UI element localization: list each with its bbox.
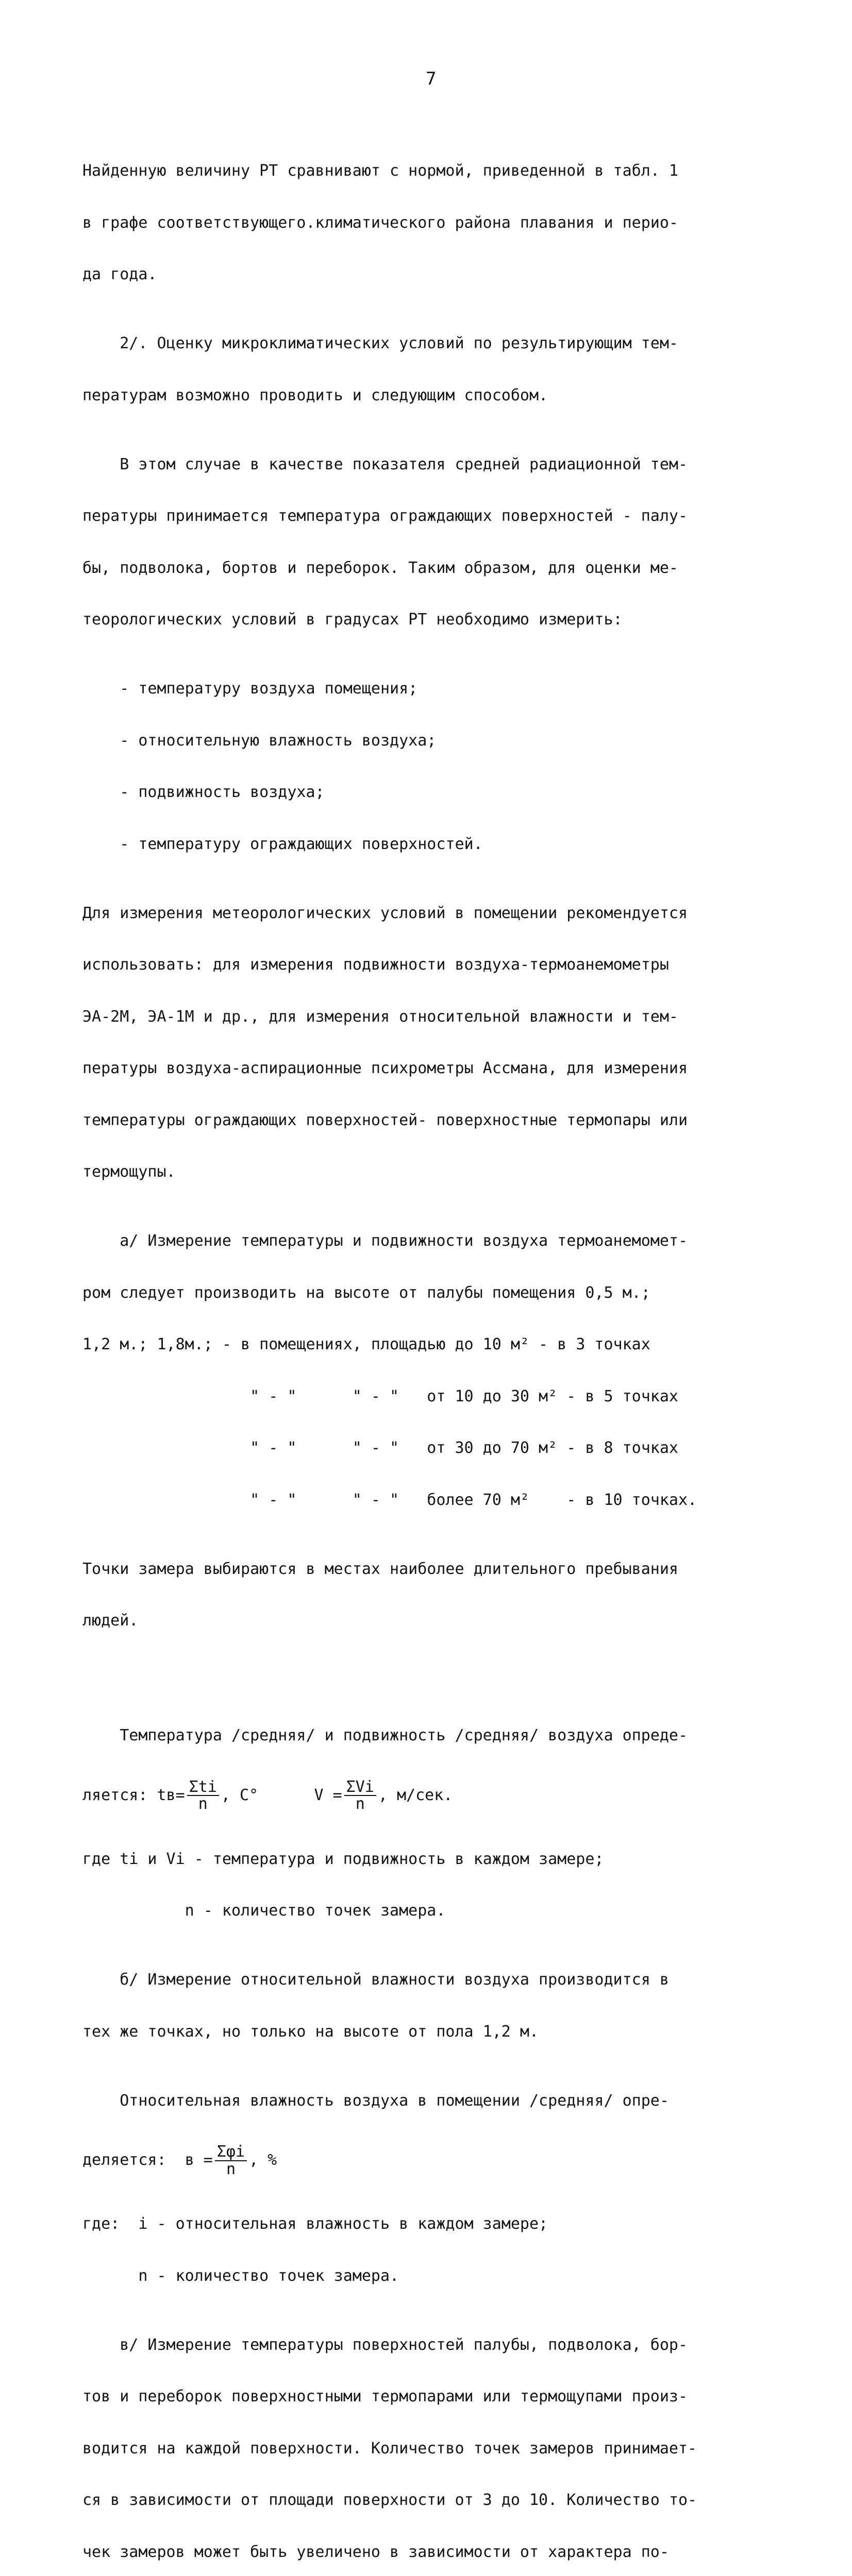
formula-tb-fraction: $\frac{\text{Σti}}{n}$ [187,1779,219,1812]
text-line: n - количество точек замера. [82,2266,399,2285]
text-line: а/ Измерение температуры и подвижности воздуха термоанемомет- [82,1232,688,1250]
document-body [82,128,804,2576]
text-line: в/ Измерение температуры поверхностей палубы, подволока, бор- [82,2335,688,2354]
text-line: В этом случае в качестве показателя средней радиационной тем- [82,455,688,473]
text-line: тех же точках, но только на высоте от пола 1,2 м. [82,2022,539,2041]
text-line: Для измерения метеорологических условий в помещении рекомендуется [82,904,688,922]
formula-v-fraction: $\frac{\text{ΣVi}}{n}$ [344,1779,376,1812]
text-line: да года. [82,265,157,283]
text-line: 1,2 м.; 1,8м.; - в помещениях, площадью до 10 м² - в 3 точках [82,1335,650,1353]
text-line: n - количество точек замера. [82,1902,446,1920]
text-line: " - " " - " более 70 м² - в 10 точках. [82,1490,697,1509]
text-line: " - " " - " от 10 до 30 м² - в 5 точках [82,1387,678,1405]
text-line: температуры ограждающих поверхностей- поверхностные термопары или [82,1111,688,1129]
list-item: - температуру ограждающих поверхностей. [82,835,483,853]
text-line: где: i - относительная влажность в каждом замере; [82,2215,548,2233]
text-line: б/ Измерение относительной влажности воздуха производится в [82,1971,669,1989]
text-line: использовать: для измерения подвижности воздуха-термоанемометры [82,956,669,974]
formula-tb-v: ляется: tв= $\frac{\text{Σti}}{n}$ , C° V = $\frac{\text{ΣVi}}{n}$ , м/сек. [82,1777,453,1813]
text-line: в графе соответствующего.климатического района плавания и перио- [82,213,678,232]
text-line: " - " " - " от 30 до 70 м² - в 8 точках [82,1439,678,1457]
text-line: Относительная влажность воздуха в помещении /средняя/ опре- [82,2091,669,2110]
text-line: пературы воздуха-аспирационные психрометры Ассмана, для измерения [82,1059,688,1077]
text-line: Найденную величину РТ сравнивают с нормой, приведенной в табл. 1 [82,162,678,180]
text-line: чек замеров может быть увеличено в зависимости от характера по- [82,2543,669,2561]
text-line: термощупы. [82,1163,176,1181]
list-item: - относительную влажность воздуха; [82,731,437,750]
text-line: теорологических условий в градусах РТ необходимо измерить: [82,611,623,629]
text-line: 2/. Оценку микроклиматических условий по результирующим тем- [82,334,678,352]
text-line: Точки замера выбираются в местах наиболее длительного пребывания [82,1560,678,1578]
formula-humidity: деляется: в = $\frac{\text{Σφi}}{n}$ , % [82,2143,277,2178]
text-line: людей. [82,1612,139,1630]
text-line: бы, подволока, бортов и переборок. Таким образом, для оценки ме- [82,558,678,577]
text-line: ЭА-2М, ЭА-1М и др., для измерения относительной влажности и тем- [82,1007,678,1026]
text-line: водится на каждой поверхности. Количество точек замеров принимает- [82,2439,697,2458]
text-line: Температура /средняя/ и подвижность /средняя/ воздуха опреде- [82,1726,688,1744]
formula-humidity-fraction: $\frac{\text{Σφi}}{n}$ [215,2144,247,2177]
page-number: 7 [426,69,437,89]
formula-tb-label: tв= [157,1786,185,1804]
text-line: где ti и Vi - температура и подвижность в каждом замере; [82,1850,604,1868]
text-line: ся в зависимости от площади поверхности от 3 до 10. Количество то- [82,2491,697,2509]
text-line: тов и переборок поверхностными термопарами или термощупами произ- [82,2387,688,2405]
list-item: - подвижность воздуха; [82,783,325,801]
text-line: ром следует производить на высоте от палубы помещения 0,5 м.; [82,1283,650,1302]
formula-v-label: V = [314,1786,342,1804]
text-line: пературы принимается температура ограждающих поверхностей - палу- [82,507,688,525]
list-item: - температуру воздуха помещения; [82,680,418,698]
text-line: пературам возможно проводить и следующим способом. [82,386,548,404]
